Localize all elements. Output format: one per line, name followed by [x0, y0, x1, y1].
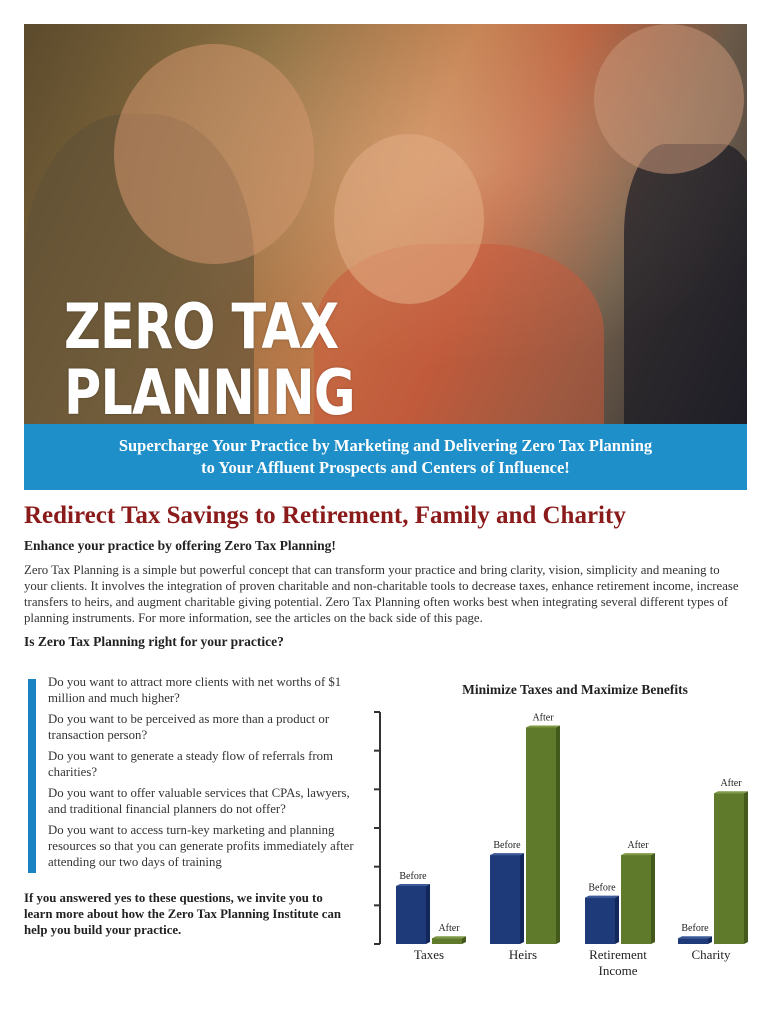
- x-tick-label: Income: [598, 963, 638, 978]
- x-tick-label: Charity: [691, 947, 731, 962]
- bar-label-after: After: [627, 840, 649, 852]
- questions-list: [48, 674, 368, 875]
- bar-after: [714, 793, 744, 944]
- x-tick-label: Retirement: [589, 947, 647, 962]
- hero-figure-shape: [334, 134, 484, 304]
- bar-after-side: [744, 791, 748, 944]
- question-item: Do you want to generate a steady flow of referrals from charities?: [48, 749, 333, 779]
- bar-label-after: After: [532, 712, 554, 724]
- bar-before-side: [426, 884, 430, 944]
- bar-after-side: [556, 725, 560, 944]
- hero-title: [64, 290, 355, 424]
- bar-before-top: [678, 936, 712, 938]
- hero-figure-shape: [114, 44, 314, 264]
- bar-before: [396, 886, 426, 944]
- question-item: Do you want to offer valuable services that CPAs, lawyers, and traditional financial planners do not offer?: [48, 786, 350, 816]
- benefits-chart: [360, 700, 760, 990]
- tagline-banner: [24, 424, 747, 490]
- bar-after-top: [621, 853, 655, 855]
- hero-title-line2: PLANNING: [64, 356, 355, 424]
- bar-label-before: Before: [588, 882, 616, 894]
- question-heading: Is Zero Tax Planning right for your practice?: [24, 634, 284, 649]
- question-item: Do you want to be perceived as more than a product or transaction person?: [48, 712, 330, 742]
- bar-before: [678, 938, 708, 944]
- bar-before-side: [615, 896, 619, 944]
- bar-before-top: [490, 853, 524, 855]
- question-item: Do you want to attract more clients with net worths of $1 million and much higher?: [48, 675, 342, 705]
- section-heading: Redirect Tax Savings to Retirement, Family and Charity: [24, 502, 626, 529]
- bar-label-after: After: [720, 778, 742, 790]
- question-item: Do you want to access turn-key marketing and planning resources so that you can generate profits immediately after attending our two days of training: [48, 823, 354, 869]
- bar-label-before: Before: [681, 923, 709, 935]
- bar-after: [432, 938, 462, 944]
- hero-title-line1: ZERO TAX: [64, 290, 339, 363]
- questions-accent-bar: [28, 679, 36, 873]
- bar-label-after: After: [438, 923, 460, 935]
- bar-after-top: [526, 725, 560, 727]
- chart-title: Minimize Taxes and Maximize Benefits: [462, 682, 688, 697]
- x-tick-label: Taxes: [413, 947, 445, 962]
- bar-before: [490, 855, 520, 944]
- bar-before-top: [396, 884, 430, 886]
- section-subheading: Enhance your practice by offering Zero Tax Planning!: [24, 538, 336, 553]
- bar-after-top: [432, 936, 466, 938]
- bar-before-top: [585, 896, 619, 898]
- bar-after-top: [714, 791, 748, 793]
- bar-label-before: Before: [399, 871, 427, 882]
- hero-figure-shape: [624, 144, 747, 424]
- bar-after-side: [651, 853, 655, 944]
- call-to-action: If you answered yes to these questions, we invite you to learn more about how the Zero Tax Planning Institute can help you build your practice.: [24, 891, 341, 937]
- bar-after: [621, 855, 651, 944]
- intro-paragraph: Zero Tax Planning is a simple but powerful concept that can transform your practice and bring clarity, vision, simplicity and meaning to your clients. It involves the integration of proven charitable and non-charitable tools to decrease taxes, enhance retirement income, increase transfers to heirs, and augment charitable giving potential. Zero Tax Planning often works best when integrating several different types of planning instruments. For more information, see the articles on the back side of this page.: [24, 563, 739, 625]
- bar-before: [585, 898, 615, 944]
- hero-figure-shape: [594, 24, 744, 174]
- bar-after: [526, 727, 556, 944]
- x-tick-label: Heirs: [508, 947, 538, 962]
- hero-image: [24, 24, 747, 424]
- tagline-line2: to Your Affluent Prospects and Centers of Influence!: [201, 458, 570, 477]
- bar-label-before: Before: [493, 840, 521, 852]
- tagline-line1: Supercharge Your Practice by Marketing and Delivering Zero Tax Planning: [118, 436, 653, 455]
- bar-before-side: [520, 853, 524, 944]
